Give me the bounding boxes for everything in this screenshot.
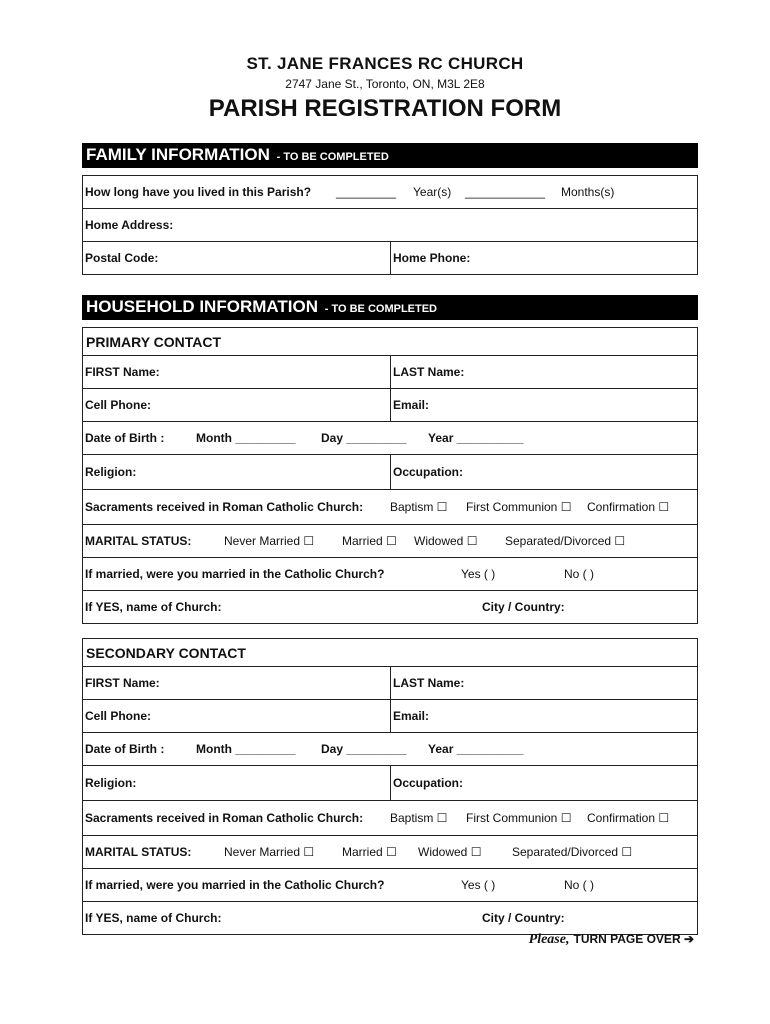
married-checkbox[interactable]: Married ☐	[342, 534, 397, 548]
family-bar-title: FAMILY INFORMATION	[86, 145, 270, 164]
phone-email-row	[83, 699, 697, 732]
phone-email-row	[83, 388, 697, 421]
religion-label: Religion:	[85, 465, 137, 479]
form-title: PARISH REGISTRATION FORM	[208, 95, 562, 122]
dob-year-field[interactable]: Year __________	[428, 431, 524, 445]
marital-row	[83, 835, 697, 868]
cell-phone-label: Cell Phone:	[85, 398, 152, 412]
dob-row	[83, 421, 697, 454]
dob-label: Date of Birth :	[85, 742, 165, 756]
separated-divorced-checkbox[interactable]: Separated/Divorced ☐	[505, 534, 626, 548]
married-question: If married, were you married in the Catholic Church?	[85, 878, 385, 892]
last-name-label: LAST Name:	[393, 365, 465, 379]
household-section-bar	[82, 295, 698, 320]
church-name-row	[83, 590, 697, 623]
lived-months-label: Months(s)	[561, 185, 615, 199]
divider	[390, 700, 391, 732]
married-yes-option[interactable]: Yes ( )	[461, 567, 496, 581]
secondary-contact-table	[82, 638, 698, 935]
home-phone-label: Home Phone:	[393, 251, 471, 265]
divider	[390, 389, 391, 421]
name-row	[83, 355, 697, 388]
lived-years-blank[interactable]: _________	[336, 185, 397, 199]
baptism-checkbox[interactable]: Baptism ☐	[390, 500, 448, 514]
religion-row	[83, 454, 697, 489]
first-communion-checkbox[interactable]: First Communion ☐	[466, 500, 572, 514]
family-bar-sub: - TO BE COMPLETED	[276, 151, 389, 163]
separated-divorced-checkbox[interactable]: Separated/Divorced ☐	[512, 845, 633, 859]
cell-phone-label: Cell Phone:	[85, 709, 152, 723]
married-church-row	[83, 557, 697, 590]
married-no-option[interactable]: No ( )	[564, 878, 594, 892]
turn-page-text: TURN PAGE OVER ➔	[573, 932, 694, 946]
church-name-label: If YES, name of Church:	[85, 600, 222, 614]
widowed-checkbox[interactable]: Widowed ☐	[414, 534, 478, 548]
married-church-row	[83, 868, 697, 901]
never-married-checkbox[interactable]: Never Married ☐	[224, 845, 315, 859]
postal-code-label: Postal Code:	[85, 251, 159, 265]
name-row	[83, 666, 697, 699]
church-name: ST. JANE FRANCES RC CHURCH	[246, 54, 524, 73]
family-table	[82, 175, 698, 275]
dob-row	[83, 732, 697, 765]
city-country-label: City / Country:	[482, 600, 565, 614]
married-checkbox[interactable]: Married ☐	[342, 845, 397, 859]
last-name-label: LAST Name:	[393, 676, 465, 690]
primary-contact-table	[82, 327, 698, 624]
dob-label: Date of Birth :	[85, 431, 165, 445]
turn-page-note	[529, 932, 694, 948]
lived-months-blank[interactable]: ____________	[465, 185, 546, 199]
marital-status-label: MARITAL STATUS:	[85, 534, 192, 548]
confirmation-checkbox[interactable]: Confirmation ☐	[587, 500, 670, 514]
sacraments-label: Sacraments received in Roman Catholic Church:	[85, 811, 364, 825]
divider	[390, 242, 391, 274]
divider	[390, 667, 391, 699]
secondary-contact-title: SECONDARY CONTACT	[86, 644, 246, 661]
dob-day-field[interactable]: Day _________	[321, 431, 407, 445]
church-name-row	[83, 901, 697, 934]
lived-question: How long have you lived in this Parish?	[85, 185, 312, 199]
church-name-label: If YES, name of Church:	[85, 911, 222, 925]
home-address-row[interactable]	[83, 208, 697, 241]
marital-status-label: MARITAL STATUS:	[85, 845, 192, 859]
first-name-label: FIRST Name:	[85, 365, 160, 379]
dob-day-field[interactable]: Day _________	[321, 742, 407, 756]
married-yes-option[interactable]: Yes ( )	[461, 878, 496, 892]
email-label: Email:	[393, 398, 430, 412]
family-section-bar	[82, 143, 698, 168]
married-question: If married, were you married in the Catholic Church?	[85, 567, 385, 581]
secondary-contact-header	[83, 639, 697, 666]
confirmation-checkbox[interactable]: Confirmation ☐	[587, 811, 670, 825]
sacraments-row	[83, 800, 697, 835]
lived-row	[83, 176, 697, 208]
church-address: 2747 Jane St., Toronto, ON, M3L 2E8	[285, 77, 485, 91]
dob-year-field[interactable]: Year __________	[428, 742, 524, 756]
marital-row	[83, 524, 697, 557]
city-country-label: City / Country:	[482, 911, 565, 925]
religion-label: Religion:	[85, 776, 137, 790]
lived-years-label: Year(s)	[413, 185, 452, 199]
occupation-label: Occupation:	[393, 776, 464, 790]
divider	[390, 356, 391, 388]
home-address-label: Home Address:	[85, 218, 174, 232]
never-married-checkbox[interactable]: Never Married ☐	[224, 534, 315, 548]
first-name-label: FIRST Name:	[85, 676, 160, 690]
divider	[390, 455, 391, 489]
married-no-option[interactable]: No ( )	[564, 567, 594, 581]
primary-contact-title: PRIMARY CONTACT	[86, 333, 222, 350]
occupation-label: Occupation:	[393, 465, 464, 479]
email-label: Email:	[393, 709, 430, 723]
sacraments-row	[83, 489, 697, 524]
postal-phone-row	[83, 241, 697, 274]
widowed-checkbox[interactable]: Widowed ☐	[418, 845, 482, 859]
household-bar-title: HOUSEHOLD INFORMATION	[86, 297, 319, 316]
dob-month-field[interactable]: Month _________	[196, 431, 296, 445]
divider	[390, 766, 391, 800]
sacraments-label: Sacraments received in Roman Catholic Church:	[85, 500, 364, 514]
first-communion-checkbox[interactable]: First Communion ☐	[466, 811, 572, 825]
dob-month-field[interactable]: Month _________	[196, 742, 296, 756]
religion-row	[83, 765, 697, 800]
primary-contact-header	[83, 328, 697, 355]
please-text: Please,	[528, 932, 570, 947]
baptism-checkbox[interactable]: Baptism ☐	[390, 811, 448, 825]
household-bar-sub: - TO BE COMPLETED	[324, 303, 437, 315]
